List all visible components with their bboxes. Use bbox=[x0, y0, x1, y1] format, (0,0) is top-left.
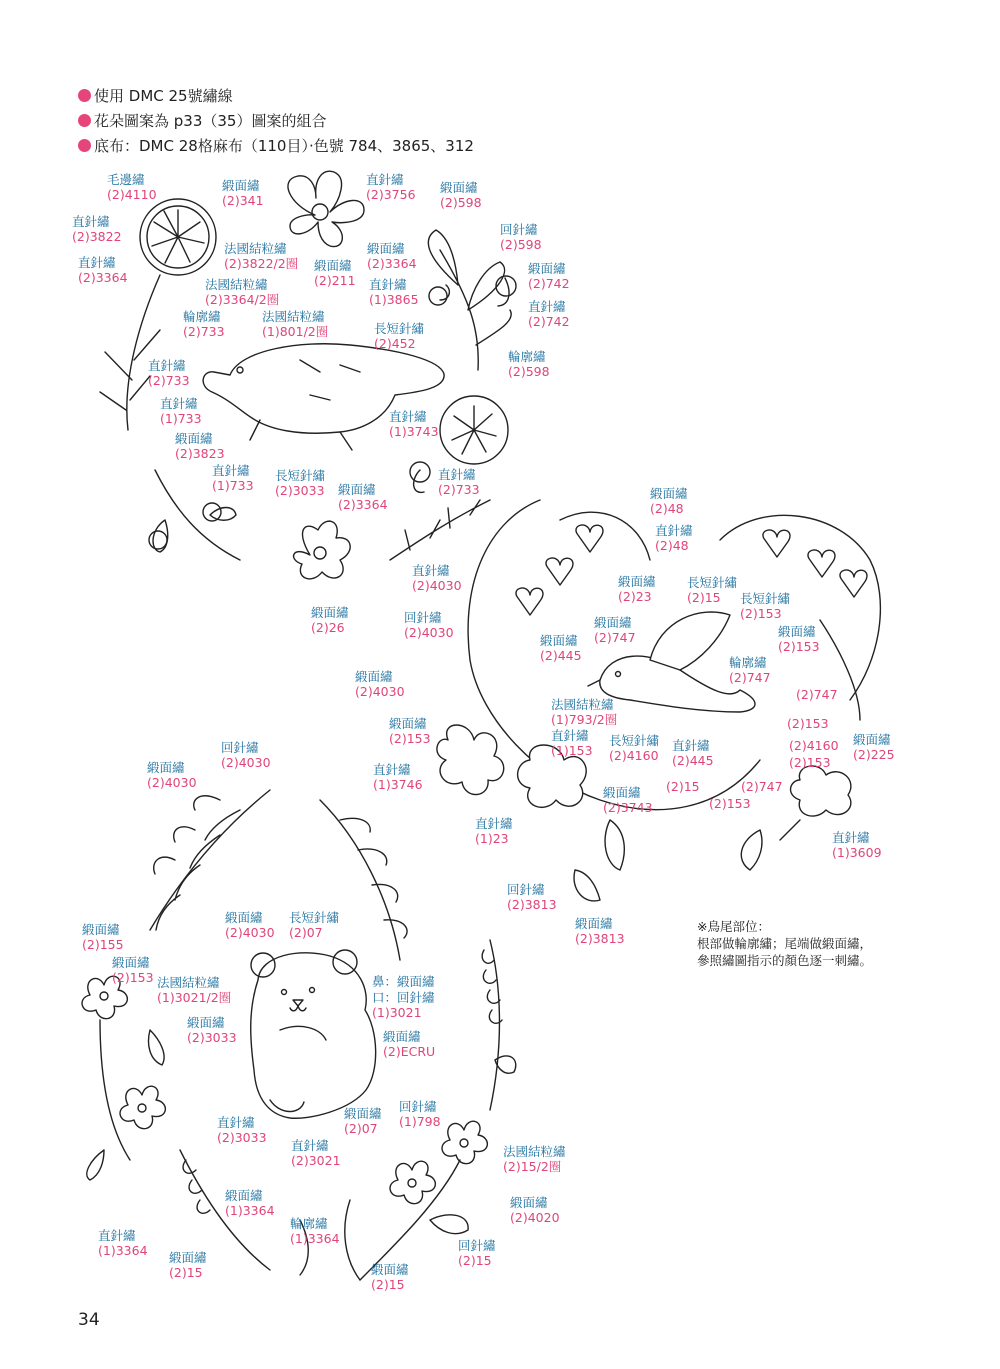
stitch-name: 緞面繡 bbox=[510, 1195, 548, 1210]
thread-code: (1)3865 bbox=[369, 292, 419, 307]
stitch-label bbox=[787, 716, 829, 731]
thread-code: (2)4030 bbox=[147, 775, 197, 790]
stitch-name: 緞面繡 bbox=[603, 785, 641, 800]
stitch-name: 緞面繡 bbox=[338, 482, 376, 497]
thread-code: (2)747 bbox=[729, 670, 771, 685]
stitch-name: 緞面繡 bbox=[650, 486, 688, 501]
stitch-name: 緞面繡 bbox=[175, 431, 213, 446]
stitch-label bbox=[112, 955, 154, 985]
stitch-label bbox=[372, 990, 435, 1020]
stitch-name: 直針繡 bbox=[672, 738, 710, 753]
stitch-name: 回針繡 bbox=[221, 740, 259, 755]
stitch-label bbox=[540, 633, 582, 663]
stitch-label bbox=[440, 180, 482, 210]
thread-code: (2)155 bbox=[82, 937, 124, 952]
thread-code: (1)801/2圈 bbox=[262, 324, 329, 339]
stitch-name: 直針繡 bbox=[366, 172, 404, 187]
thread-code: (1)3021/2圈 bbox=[157, 990, 232, 1005]
stitch-label bbox=[98, 1228, 148, 1258]
stitch-name: 直針繡 bbox=[148, 358, 186, 373]
stitch-label bbox=[338, 482, 388, 512]
thread-code: (2)07 bbox=[344, 1121, 378, 1136]
stitch-name: 緞面繡 bbox=[540, 633, 578, 648]
thread-code: (2)4030 bbox=[404, 625, 454, 640]
stitch-name: 直針繡 bbox=[291, 1138, 329, 1153]
stitch-label bbox=[367, 241, 417, 271]
stitch-name: 回針繡 bbox=[404, 610, 442, 625]
stitch-label bbox=[853, 732, 895, 762]
stitch-label bbox=[290, 1216, 340, 1246]
stitch-name: 直針繡 bbox=[655, 523, 693, 538]
thread-code: (1)3746 bbox=[373, 777, 423, 792]
thread-code: (1)3021 bbox=[372, 1005, 422, 1020]
wisteria-left-illustration bbox=[150, 790, 270, 930]
thread-code: (2)452 bbox=[374, 336, 416, 351]
thread-code: (2)15 bbox=[687, 590, 721, 605]
stitch-name: 緞面繡 bbox=[187, 1015, 225, 1030]
small-flower-illustration bbox=[294, 521, 351, 579]
stitch-label bbox=[78, 255, 128, 285]
stitch-label bbox=[789, 738, 839, 753]
stitch-name: 直針繡 bbox=[389, 409, 427, 424]
stitch-label bbox=[183, 309, 225, 339]
thread-code: (2)742 bbox=[528, 314, 570, 329]
stitch-name: 緞面繡 bbox=[575, 916, 613, 931]
stitch-name: 緞面繡 bbox=[594, 615, 632, 630]
stitch-label bbox=[475, 816, 513, 846]
stitch-label bbox=[778, 624, 820, 654]
thread-code: (2)3364 bbox=[78, 270, 128, 285]
stitch-label bbox=[458, 1238, 496, 1268]
stitch-name: 直針繡 bbox=[438, 467, 476, 482]
note-flower-pattern: 花朵圖案為 p33（35）圖案的組合 bbox=[78, 109, 474, 134]
thread-code: (2)153 bbox=[778, 639, 820, 654]
thread-code: (1)3743 bbox=[389, 424, 439, 439]
thread-code: (2)3021 bbox=[291, 1153, 341, 1168]
stitch-label bbox=[289, 910, 339, 940]
stitch-label bbox=[205, 277, 279, 307]
stitch-name: 緞面繡 bbox=[222, 178, 260, 193]
stitch-name: 口：回針繡 bbox=[372, 990, 435, 1005]
stitch-label bbox=[217, 1115, 267, 1145]
stitch-label bbox=[148, 358, 190, 388]
thread-code: (2)3823 bbox=[175, 446, 225, 461]
thread-code: (2)598 bbox=[440, 195, 482, 210]
stitch-label bbox=[399, 1099, 441, 1129]
thread-code: (2)3813 bbox=[575, 931, 625, 946]
stitch-label bbox=[796, 687, 838, 702]
thread-code: (1)733 bbox=[212, 478, 254, 493]
stitch-name: 回針繡 bbox=[458, 1238, 496, 1253]
thread-code: (2)733 bbox=[438, 482, 480, 497]
stitch-label bbox=[366, 172, 416, 202]
stitch-label bbox=[160, 396, 202, 426]
thread-code: (1)23 bbox=[475, 831, 509, 846]
stitch-label bbox=[551, 697, 617, 727]
stitch-label bbox=[147, 760, 197, 790]
stitch-name: 緞面繡 bbox=[344, 1106, 382, 1121]
thread-code: (2)15 bbox=[666, 779, 700, 794]
stitch-name: 長短針繡 bbox=[687, 575, 738, 590]
stitch-label bbox=[510, 1195, 560, 1225]
thread-code: (2)48 bbox=[655, 538, 689, 553]
thread-code: (2)3033 bbox=[275, 483, 325, 498]
stitch-label bbox=[389, 409, 439, 439]
stitch-name: 緞面繡 bbox=[618, 574, 656, 589]
stitch-name: 緞面繡 bbox=[367, 241, 405, 256]
stitch-label bbox=[741, 779, 783, 794]
thread-code: (2)4030 bbox=[225, 925, 275, 940]
stitch-name: 直針繡 bbox=[98, 1228, 136, 1243]
stitch-name: 直針繡 bbox=[551, 728, 589, 743]
stitch-label bbox=[666, 779, 700, 794]
stitch-name: 直針繡 bbox=[373, 762, 411, 777]
thread-code: (1)3364 bbox=[98, 1243, 148, 1258]
thread-code: (2)153 bbox=[787, 716, 829, 731]
stitch-label bbox=[372, 974, 435, 989]
stitch-name: 緞面繡 bbox=[225, 910, 263, 925]
stitch-label bbox=[314, 258, 356, 288]
stitch-label bbox=[672, 738, 714, 768]
thread-code: (2)341 bbox=[222, 193, 264, 208]
stitch-label bbox=[500, 222, 542, 252]
stitch-label bbox=[369, 277, 419, 307]
stitch-label bbox=[609, 733, 659, 763]
stitch-name: 緞面繡 bbox=[311, 605, 349, 620]
page-number: 34 bbox=[78, 1310, 100, 1330]
stitch-name: 直針繡 bbox=[217, 1115, 255, 1130]
stitch-label bbox=[187, 1015, 237, 1045]
stitch-name: 法國結粒繡 bbox=[157, 975, 220, 990]
stitch-label bbox=[212, 463, 254, 493]
round-flower-illustration bbox=[440, 396, 508, 464]
thread-code: (2)211 bbox=[314, 273, 356, 288]
stitch-label bbox=[650, 486, 688, 516]
stitch-name: 法國結粒繡 bbox=[262, 309, 325, 324]
stitch-name: 緞面繡 bbox=[440, 180, 478, 195]
thread-code: (2)153 bbox=[112, 970, 154, 985]
stitch-label bbox=[740, 591, 790, 621]
thread-code: (1)798 bbox=[399, 1114, 441, 1129]
thread-code: (2)742 bbox=[528, 276, 570, 291]
stitch-label bbox=[575, 916, 625, 946]
thread-code: (2)3364/2圈 bbox=[205, 292, 280, 307]
stitch-label bbox=[157, 975, 231, 1005]
stitch-name: 長短針繡 bbox=[289, 910, 340, 925]
stitch-name: 輪廓繡 bbox=[508, 349, 546, 364]
thread-code: (2)ECRU bbox=[383, 1044, 436, 1059]
thread-code: (2)3822 bbox=[72, 229, 122, 244]
stitch-name: 直針繡 bbox=[475, 816, 513, 831]
stitch-label bbox=[507, 882, 557, 912]
thread-code: (2)747 bbox=[796, 687, 838, 702]
stitch-label bbox=[355, 669, 405, 699]
stitch-name: 輪廓繡 bbox=[183, 309, 221, 324]
stitch-name: 緞面繡 bbox=[169, 1250, 207, 1265]
stitch-label bbox=[225, 910, 275, 940]
stitch-name: 緞面繡 bbox=[389, 716, 427, 731]
stitch-label bbox=[789, 755, 831, 770]
thread-code: (2)153 bbox=[789, 755, 831, 770]
stitch-name: 直針繡 bbox=[528, 299, 566, 314]
stitch-label bbox=[618, 574, 656, 604]
thread-code: (2)4020 bbox=[510, 1210, 560, 1225]
thread-code: (1)153 bbox=[551, 743, 593, 758]
thread-code: (2)4030 bbox=[355, 684, 405, 699]
note-fabric: 底布：DMC 28格麻布（110目）‧色號 784、3865、312 bbox=[78, 134, 474, 159]
stitch-name: 法國結粒繡 bbox=[503, 1144, 566, 1159]
thread-code: (2)4030 bbox=[221, 755, 271, 770]
stitch-label bbox=[291, 1138, 341, 1168]
thread-code: (2)23 bbox=[618, 589, 652, 604]
stitch-label bbox=[412, 563, 462, 593]
stitch-label bbox=[225, 1188, 275, 1218]
thread-code: (2)3364 bbox=[338, 497, 388, 512]
thread-code: (2)3743 bbox=[603, 800, 653, 815]
stitch-label bbox=[311, 605, 349, 635]
wheat-illustration bbox=[482, 940, 516, 1110]
stitch-label bbox=[709, 796, 751, 811]
stitch-name: 緞面繡 bbox=[853, 732, 891, 747]
thread-code: (2)3033 bbox=[187, 1030, 237, 1045]
bird-tail-note: ※鳥尾部位： 根部做輪廓繡；尾端做緞面繡， 參照繡圖指示的顏色逐一刺繡。 bbox=[697, 919, 873, 968]
stitch-label bbox=[404, 610, 454, 640]
stitch-label bbox=[107, 172, 157, 202]
stitch-name: 直針繡 bbox=[212, 463, 250, 478]
stitch-label bbox=[374, 321, 424, 351]
note-thread: 使用 DMC 25號繡線 bbox=[78, 84, 474, 109]
stitch-name: 緞面繡 bbox=[528, 261, 566, 276]
stitch-label bbox=[528, 261, 570, 291]
thread-code: (1)793/2圈 bbox=[551, 712, 618, 727]
thread-code: (2)3364 bbox=[367, 256, 417, 271]
left-flower-stems-illustration bbox=[82, 976, 165, 1180]
stitch-label bbox=[389, 716, 431, 746]
stitch-name: 長短針繡 bbox=[609, 733, 660, 748]
stitch-name: 毛邊繡 bbox=[107, 172, 145, 187]
stitch-label bbox=[344, 1106, 382, 1136]
stitch-name: 直針繡 bbox=[369, 277, 407, 292]
stitch-label bbox=[222, 178, 264, 208]
thread-code: (2)15 bbox=[458, 1253, 492, 1268]
stitch-name: 緞面繡 bbox=[371, 1262, 409, 1277]
thread-code: (2)733 bbox=[148, 373, 190, 388]
stitch-label bbox=[594, 615, 636, 645]
stitch-name: 回針繡 bbox=[399, 1099, 437, 1114]
thread-code: (2)15 bbox=[169, 1265, 203, 1280]
stitch-name: 直針繡 bbox=[412, 563, 450, 578]
thread-code: (1)3364 bbox=[225, 1203, 275, 1218]
thread-code: (2)4110 bbox=[107, 187, 157, 202]
stitch-label bbox=[169, 1250, 207, 1280]
stitch-name: 回針繡 bbox=[500, 222, 538, 237]
stitch-name: 長短針繡 bbox=[740, 591, 791, 606]
thread-code: (2)225 bbox=[853, 747, 895, 762]
stitch-label bbox=[655, 523, 693, 553]
stitch-name: 緞面繡 bbox=[314, 258, 352, 273]
thread-code: (2)747 bbox=[741, 779, 783, 794]
thread-code: (2)15 bbox=[371, 1277, 405, 1292]
stitch-label bbox=[371, 1262, 409, 1292]
thread-code: (2)445 bbox=[540, 648, 582, 663]
stitch-label bbox=[72, 214, 122, 244]
stitch-name: 回針繡 bbox=[507, 882, 545, 897]
thread-code: (2)4160 bbox=[609, 748, 659, 763]
stitch-label bbox=[438, 467, 480, 497]
thread-code: (1)3609 bbox=[832, 845, 882, 860]
thread-code: (2)153 bbox=[389, 731, 431, 746]
stitch-label bbox=[551, 728, 593, 758]
thread-code: (2)4030 bbox=[412, 578, 462, 593]
stitch-name: 長短針繡 bbox=[275, 468, 326, 483]
thread-code: (2)4160 bbox=[789, 738, 839, 753]
thread-code: (2)26 bbox=[311, 620, 345, 635]
thread-code: (2)3756 bbox=[366, 187, 416, 202]
stitch-name: 緞面繡 bbox=[147, 760, 185, 775]
stitch-name: 長短針繡 bbox=[374, 321, 425, 336]
stitch-name: 法國結粒繡 bbox=[224, 241, 287, 256]
thread-code: (2)747 bbox=[594, 630, 636, 645]
stitch-label bbox=[503, 1144, 566, 1174]
thread-code: (2)48 bbox=[650, 501, 684, 516]
stitch-label bbox=[508, 349, 550, 379]
stitch-label bbox=[224, 241, 298, 271]
stitch-name: 緞面繡 bbox=[778, 624, 816, 639]
stitch-label bbox=[383, 1029, 435, 1059]
thread-code: (2)445 bbox=[672, 753, 714, 768]
thread-code: (2)733 bbox=[183, 324, 225, 339]
thread-code: (1)3364 bbox=[290, 1231, 340, 1246]
thread-code: (2)15/2圈 bbox=[503, 1159, 562, 1174]
top-flower-illustration bbox=[288, 171, 364, 246]
stitch-name: 輪廓繡 bbox=[290, 1216, 328, 1231]
thread-code: (2)153 bbox=[740, 606, 782, 621]
stitch-name: 輪廓繡 bbox=[729, 655, 767, 670]
stitch-name: 緞面繡 bbox=[82, 922, 120, 937]
stitch-label bbox=[175, 431, 225, 461]
stitch-name: 緞面繡 bbox=[112, 955, 150, 970]
stitch-name: 緞面繡 bbox=[225, 1188, 263, 1203]
stitch-label bbox=[603, 785, 653, 815]
stitch-label bbox=[687, 575, 737, 605]
thread-code: (2)598 bbox=[508, 364, 550, 379]
thread-code: (2)3813 bbox=[507, 897, 557, 912]
stitch-label bbox=[221, 740, 271, 770]
stitch-name: 直針繡 bbox=[78, 255, 116, 270]
stitch-name: 直針繡 bbox=[160, 396, 198, 411]
thread-code: (2)598 bbox=[500, 237, 542, 252]
stitch-label bbox=[262, 309, 328, 339]
stitch-label bbox=[275, 468, 325, 498]
thread-code: (1)733 bbox=[160, 411, 202, 426]
stitch-name: 直針繡 bbox=[72, 214, 110, 229]
stitch-label bbox=[528, 299, 570, 329]
stitch-label bbox=[832, 830, 882, 860]
thread-code: (2)3033 bbox=[217, 1130, 267, 1145]
stitch-label bbox=[82, 922, 124, 952]
thread-code: (2)153 bbox=[709, 796, 751, 811]
stitch-name: 法國結粒繡 bbox=[205, 277, 268, 292]
stitch-name: 緞面繡 bbox=[383, 1029, 421, 1044]
stitch-label bbox=[373, 762, 423, 792]
stitch-name: 鼻：緞面繡 bbox=[372, 974, 435, 989]
stitch-name: 直針繡 bbox=[832, 830, 870, 845]
stitch-name: 法國結粒繡 bbox=[551, 697, 614, 712]
stitch-label bbox=[729, 655, 771, 685]
bear-illustration bbox=[251, 950, 376, 1118]
stitch-name: 緞面繡 bbox=[355, 669, 393, 684]
thread-code: (2)07 bbox=[289, 925, 323, 940]
thread-code: (2)3822/2圈 bbox=[224, 256, 299, 271]
